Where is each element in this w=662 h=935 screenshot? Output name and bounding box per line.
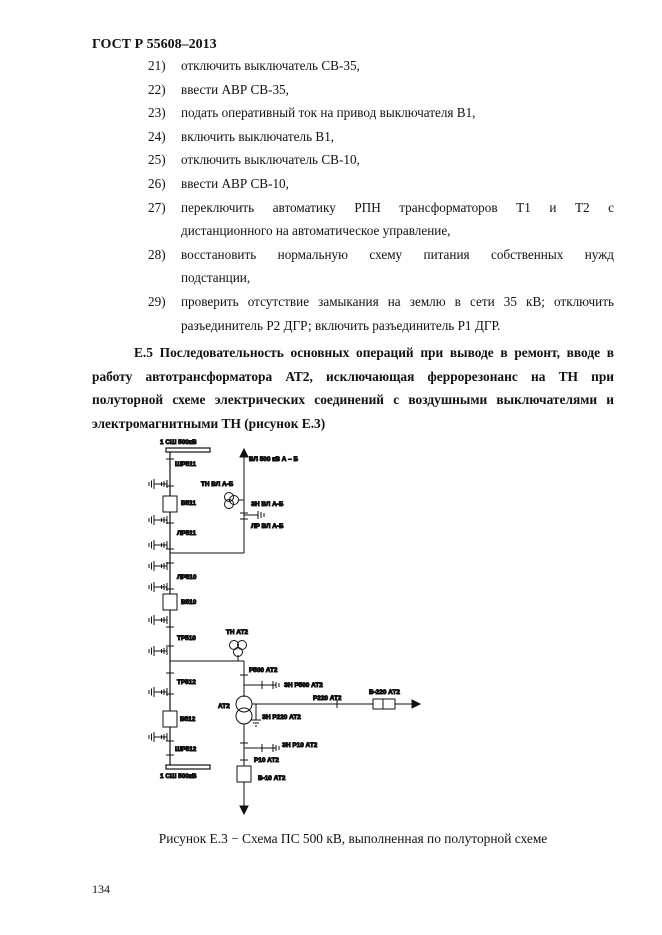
list-item: 22) ввести АВР СВ-35,: [148, 81, 289, 97]
section-heading: Е.5 Последовательность основных операций при выводе в ремонт, вводе в работу автотрансформатора АТ2, исключающая феррорезонанс на ТН при полуторной схеме электрических соединений с воздушными выключателями и электромагнитными ТН (рисунок Е.3): [92, 345, 614, 431]
label-tr510: ТР510: [177, 635, 196, 642]
label-tn-at2: ТН АТ2: [226, 629, 249, 636]
busbar-bottom: [166, 765, 210, 769]
breaker-v512: [163, 711, 177, 727]
breaker-v10: [237, 766, 251, 782]
list-item: 24) включить выключатель В1,: [148, 128, 335, 144]
at2-icon: [236, 696, 252, 712]
label-lr510: ЛР510: [177, 574, 197, 581]
label-v512: В512: [180, 716, 196, 723]
label-vl: ВЛ 500 кВ А – Б: [249, 456, 299, 463]
label-tr512: ТР512: [177, 679, 196, 686]
page-number: 134: [92, 882, 110, 896]
label-bus2: 1 СШ 500кВ: [160, 773, 197, 780]
document-header: ГОСТ Р 55608–2013: [92, 37, 217, 52]
list-item: 23) подать оперативный ток на привод выключателя В1,: [148, 105, 476, 121]
label-v511: В511: [181, 500, 196, 507]
label-zn-r10: ЗН Р10 АТ2: [282, 742, 318, 749]
label-r220: Р220 АТ2: [313, 695, 342, 702]
label-zn-r500: ЗН Р500 АТ2: [284, 682, 323, 689]
breaker-v220: [373, 699, 395, 709]
label-bus1: 1 СШ 500кВ: [160, 439, 197, 446]
list-item: 29) проверить отсутствие замыкания на землю в сети 35 кВ; отключить разъединитель Р2 ДГР; включить разъединитель Р1 ДГР.: [148, 293, 614, 333]
list-item: 26) ввести АВР СВ-10,: [148, 175, 289, 191]
label-shr511: ШР511: [175, 461, 196, 468]
list-item: 28) восстановить нормальную схему питания собственных нужд подстанции,: [148, 246, 614, 286]
label-v10: В-10 АТ2: [258, 775, 286, 782]
list-item: 25) отключить выключатель СВ-10,: [148, 152, 360, 168]
label-v510: В510: [181, 599, 197, 606]
label-zn-r220: ЗН Р220 АТ2: [262, 714, 301, 721]
label-zn-vl: ЗН ВЛ А-Б: [251, 501, 284, 508]
label-lr-vl: ЛР ВЛ А-Б: [251, 523, 284, 530]
label-r500: Р500 АТ2: [249, 667, 278, 674]
label-r10: Р10 АТ2: [254, 757, 279, 764]
list-item: 27) переключить автоматику РПН трансформаторов Т1 и Т2 с дистанционного на автоматическое управление,: [148, 199, 614, 239]
label-shr512: ШР512: [175, 746, 197, 753]
figure-caption: Рисунок Е.3 − Схема ПС 500 кВ, выполненная по полуторной схеме: [158, 831, 548, 846]
busbar-top: [166, 448, 210, 452]
list-item: 21) отключить выключатель СВ-35,: [148, 58, 360, 73]
label-lr511: ЛР511: [177, 530, 197, 537]
breaker-v510: [163, 594, 177, 610]
label-at2: АТ2: [218, 703, 230, 710]
breaker-v511: [163, 496, 177, 512]
label-tn-vl: ТН ВЛ А-Б: [201, 481, 234, 488]
label-v220: В-220 АТ2: [369, 689, 400, 696]
